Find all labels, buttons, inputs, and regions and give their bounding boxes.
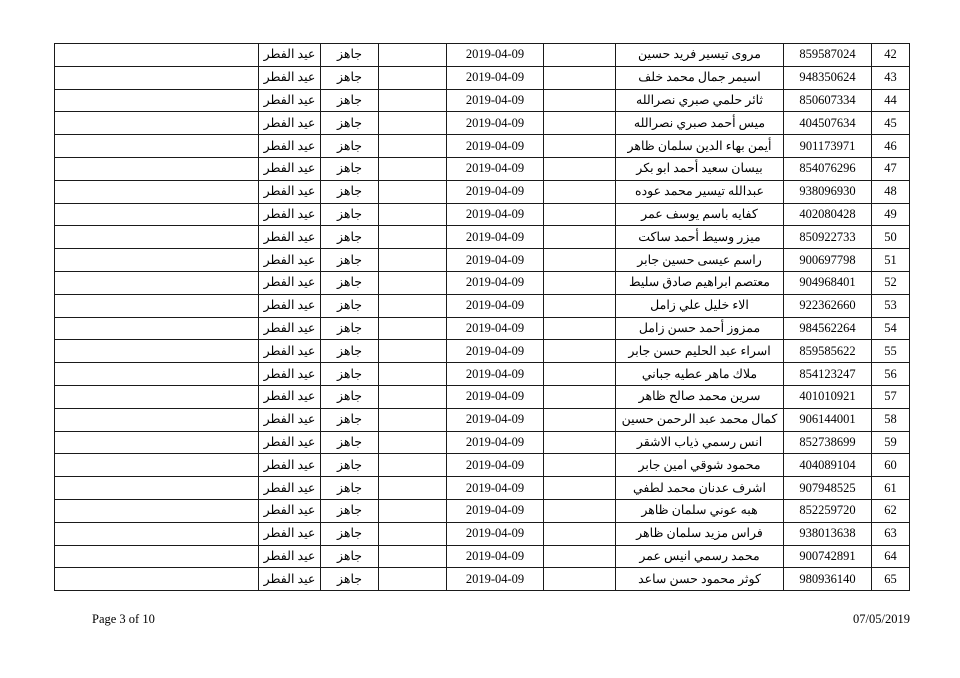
- row-blank-cell-1: [544, 317, 616, 340]
- row-blank-cell-3: [55, 568, 259, 591]
- row-blank-cell-3: [55, 271, 259, 294]
- row-index-cell: 54: [872, 317, 910, 340]
- row-blank-cell-1: [544, 408, 616, 431]
- row-date-cell: 2019-04-09: [447, 157, 544, 180]
- row-date-cell: 2019-04-09: [447, 203, 544, 226]
- table-row: [55, 522, 910, 545]
- row-blank-cell-2: [379, 522, 447, 545]
- row-name-cell: سرين محمد صالح ظاهر: [616, 385, 784, 408]
- row-blank-cell-2: [379, 66, 447, 89]
- row-blank-cell-2: [379, 226, 447, 249]
- row-date-cell: 2019-04-09: [447, 271, 544, 294]
- row-name-cell: ميس أحمد صبري نصرالله: [616, 112, 784, 135]
- row-blank-cell-1: [544, 340, 616, 363]
- table-row: [55, 44, 910, 67]
- row-id-cell: 948350624: [784, 66, 872, 89]
- row-blank-cell-3: [55, 363, 259, 386]
- row-blank-cell-2: [379, 499, 447, 522]
- row-blank-cell-2: [379, 203, 447, 226]
- row-type-cell: عيد الفطر: [259, 66, 321, 89]
- row-date-cell: 2019-04-09: [447, 340, 544, 363]
- row-index-cell: 46: [872, 135, 910, 158]
- row-type-cell: عيد الفطر: [259, 203, 321, 226]
- row-index-cell: 51: [872, 249, 910, 272]
- row-status-cell: جاهز: [321, 66, 379, 89]
- records-table-body: [55, 44, 910, 591]
- row-blank-cell-1: [544, 89, 616, 112]
- row-blank-cell-1: [544, 66, 616, 89]
- row-id-cell: 404507634: [784, 112, 872, 135]
- row-index-cell: 56: [872, 363, 910, 386]
- row-blank-cell-1: [544, 271, 616, 294]
- row-blank-cell-1: [544, 363, 616, 386]
- table-row: [55, 385, 910, 408]
- row-blank-cell-3: [55, 317, 259, 340]
- row-blank-cell-2: [379, 249, 447, 272]
- row-date-cell: 2019-04-09: [447, 477, 544, 500]
- row-blank-cell-3: [55, 477, 259, 500]
- row-name-cell: الاء خليل علي زامل: [616, 294, 784, 317]
- row-blank-cell-3: [55, 89, 259, 112]
- row-name-cell: مروى تيسير فريد حسين: [616, 44, 784, 67]
- row-blank-cell-1: [544, 545, 616, 568]
- row-name-cell: معتصم ابراهيم صادق سليط: [616, 271, 784, 294]
- row-blank-cell-1: [544, 454, 616, 477]
- row-date-cell: 2019-04-09: [447, 385, 544, 408]
- row-type-cell: عيد الفطر: [259, 180, 321, 203]
- row-type-cell: عيد الفطر: [259, 135, 321, 158]
- row-blank-cell-3: [55, 180, 259, 203]
- row-date-cell: 2019-04-09: [447, 454, 544, 477]
- row-status-cell: جاهز: [321, 454, 379, 477]
- row-status-cell: جاهز: [321, 568, 379, 591]
- row-blank-cell-3: [55, 340, 259, 363]
- row-name-cell: كوثر محمود حسن ساعد: [616, 568, 784, 591]
- table-row: [55, 294, 910, 317]
- table-row: [55, 135, 910, 158]
- row-date-cell: 2019-04-09: [447, 363, 544, 386]
- table-row: [55, 568, 910, 591]
- row-id-cell: 980936140: [784, 568, 872, 591]
- row-name-cell: محمد رسمي انيس عمر: [616, 545, 784, 568]
- row-blank-cell-1: [544, 157, 616, 180]
- row-id-cell: 401010921: [784, 385, 872, 408]
- row-blank-cell-3: [55, 157, 259, 180]
- row-name-cell: ملاك ماهر عطيه جباني: [616, 363, 784, 386]
- row-name-cell: اشرف عدنان محمد لطفي: [616, 477, 784, 500]
- row-index-cell: 47: [872, 157, 910, 180]
- row-blank-cell-2: [379, 180, 447, 203]
- row-blank-cell-2: [379, 431, 447, 454]
- row-blank-cell-1: [544, 431, 616, 454]
- row-blank-cell-1: [544, 385, 616, 408]
- row-name-cell: هبه عوني سلمان ظاهر: [616, 499, 784, 522]
- row-status-cell: جاهز: [321, 271, 379, 294]
- row-blank-cell-1: [544, 44, 616, 67]
- row-id-cell: 854123247: [784, 363, 872, 386]
- row-date-cell: 2019-04-09: [447, 249, 544, 272]
- row-blank-cell-2: [379, 363, 447, 386]
- row-status-cell: جاهز: [321, 112, 379, 135]
- row-index-cell: 53: [872, 294, 910, 317]
- row-type-cell: عيد الفطر: [259, 226, 321, 249]
- row-date-cell: 2019-04-09: [447, 431, 544, 454]
- table-row: [55, 408, 910, 431]
- row-id-cell: 854076296: [784, 157, 872, 180]
- row-type-cell: عيد الفطر: [259, 522, 321, 545]
- table-row: [55, 431, 910, 454]
- row-date-cell: 2019-04-09: [447, 317, 544, 340]
- row-index-cell: 42: [872, 44, 910, 67]
- row-status-cell: جاهز: [321, 135, 379, 158]
- table-row: [55, 66, 910, 89]
- row-id-cell: 900742891: [784, 545, 872, 568]
- row-id-cell: 852259720: [784, 499, 872, 522]
- table-row: [55, 271, 910, 294]
- row-blank-cell-3: [55, 135, 259, 158]
- row-index-cell: 61: [872, 477, 910, 500]
- row-blank-cell-3: [55, 454, 259, 477]
- row-status-cell: جاهز: [321, 157, 379, 180]
- row-blank-cell-1: [544, 477, 616, 500]
- row-index-cell: 52: [872, 271, 910, 294]
- row-blank-cell-2: [379, 135, 447, 158]
- page-footer: [55, 612, 910, 632]
- row-status-cell: جاهز: [321, 522, 379, 545]
- row-type-cell: عيد الفطر: [259, 340, 321, 363]
- document-date: 07/05/2019: [853, 612, 910, 626]
- row-blank-cell-1: [544, 568, 616, 591]
- table-row: [55, 180, 910, 203]
- row-blank-cell-1: [544, 180, 616, 203]
- row-blank-cell-3: [55, 545, 259, 568]
- row-date-cell: 2019-04-09: [447, 499, 544, 522]
- row-id-cell: 850607334: [784, 89, 872, 112]
- row-blank-cell-2: [379, 477, 447, 500]
- table-row: [55, 340, 910, 363]
- row-blank-cell-3: [55, 385, 259, 408]
- row-blank-cell-3: [55, 294, 259, 317]
- row-name-cell: أيمن بهاء الدين سلمان ظاهر: [616, 135, 784, 158]
- row-date-cell: 2019-04-09: [447, 545, 544, 568]
- row-blank-cell-3: [55, 226, 259, 249]
- row-id-cell: 907948525: [784, 477, 872, 500]
- row-name-cell: محمود شوقي امين جابر: [616, 454, 784, 477]
- row-status-cell: جاهز: [321, 363, 379, 386]
- row-name-cell: راسم عيسى حسين جابر: [616, 249, 784, 272]
- row-id-cell: 850922733: [784, 226, 872, 249]
- row-index-cell: 48: [872, 180, 910, 203]
- row-status-cell: جاهز: [321, 477, 379, 500]
- row-blank-cell-3: [55, 499, 259, 522]
- row-date-cell: 2019-04-09: [447, 112, 544, 135]
- table-row: [55, 249, 910, 272]
- row-id-cell: 402080428: [784, 203, 872, 226]
- row-id-cell: 901173971: [784, 135, 872, 158]
- row-date-cell: 2019-04-09: [447, 135, 544, 158]
- table-row: [55, 112, 910, 135]
- row-blank-cell-1: [544, 112, 616, 135]
- row-name-cell: انس رسمي ذياب الاشقر: [616, 431, 784, 454]
- table-row: [55, 477, 910, 500]
- row-id-cell: 904968401: [784, 271, 872, 294]
- row-date-cell: 2019-04-09: [447, 568, 544, 591]
- row-id-cell: 852738699: [784, 431, 872, 454]
- table-row: [55, 499, 910, 522]
- row-blank-cell-2: [379, 112, 447, 135]
- row-date-cell: 2019-04-09: [447, 180, 544, 203]
- row-date-cell: 2019-04-09: [447, 408, 544, 431]
- row-name-cell: فراس مزيد سلمان ظاهر: [616, 522, 784, 545]
- row-status-cell: جاهز: [321, 294, 379, 317]
- row-type-cell: عيد الفطر: [259, 431, 321, 454]
- row-blank-cell-1: [544, 203, 616, 226]
- row-index-cell: 55: [872, 340, 910, 363]
- row-date-cell: 2019-04-09: [447, 294, 544, 317]
- row-date-cell: 2019-04-09: [447, 66, 544, 89]
- row-type-cell: عيد الفطر: [259, 271, 321, 294]
- row-status-cell: جاهز: [321, 499, 379, 522]
- row-index-cell: 62: [872, 499, 910, 522]
- row-blank-cell-1: [544, 499, 616, 522]
- row-index-cell: 43: [872, 66, 910, 89]
- row-index-cell: 60: [872, 454, 910, 477]
- row-name-cell: ممزوز أحمد حسن زامل: [616, 317, 784, 340]
- row-index-cell: 50: [872, 226, 910, 249]
- row-date-cell: 2019-04-09: [447, 226, 544, 249]
- table-row: [55, 89, 910, 112]
- row-id-cell: 859587024: [784, 44, 872, 67]
- row-name-cell: اسيمر جمال محمد خلف: [616, 66, 784, 89]
- row-type-cell: عيد الفطر: [259, 294, 321, 317]
- records-table-container: [55, 43, 910, 591]
- row-type-cell: عيد الفطر: [259, 408, 321, 431]
- row-blank-cell-1: [544, 522, 616, 545]
- row-blank-cell-2: [379, 340, 447, 363]
- row-blank-cell-3: [55, 44, 259, 67]
- row-blank-cell-3: [55, 249, 259, 272]
- row-blank-cell-3: [55, 408, 259, 431]
- row-blank-cell-2: [379, 294, 447, 317]
- row-type-cell: عيد الفطر: [259, 363, 321, 386]
- row-type-cell: عيد الفطر: [259, 454, 321, 477]
- row-id-cell: 938096930: [784, 180, 872, 203]
- row-index-cell: 57: [872, 385, 910, 408]
- row-index-cell: 59: [872, 431, 910, 454]
- row-type-cell: عيد الفطر: [259, 385, 321, 408]
- row-date-cell: 2019-04-09: [447, 44, 544, 67]
- row-index-cell: 63: [872, 522, 910, 545]
- row-id-cell: 404089104: [784, 454, 872, 477]
- row-index-cell: 44: [872, 89, 910, 112]
- row-status-cell: جاهز: [321, 408, 379, 431]
- row-blank-cell-2: [379, 89, 447, 112]
- row-status-cell: جاهز: [321, 317, 379, 340]
- row-type-cell: عيد الفطر: [259, 157, 321, 180]
- row-name-cell: كمال محمد عبد الرحمن حسين: [616, 408, 784, 431]
- row-index-cell: 64: [872, 545, 910, 568]
- row-status-cell: جاهز: [321, 340, 379, 363]
- page-number: Page 3 of 10: [92, 612, 155, 626]
- row-type-cell: عيد الفطر: [259, 317, 321, 340]
- row-blank-cell-2: [379, 157, 447, 180]
- row-type-cell: عيد الفطر: [259, 112, 321, 135]
- table-row: [55, 363, 910, 386]
- row-blank-cell-1: [544, 135, 616, 158]
- row-blank-cell-3: [55, 203, 259, 226]
- row-blank-cell-2: [379, 454, 447, 477]
- row-blank-cell-2: [379, 271, 447, 294]
- row-status-cell: جاهز: [321, 431, 379, 454]
- row-index-cell: 58: [872, 408, 910, 431]
- row-type-cell: عيد الفطر: [259, 545, 321, 568]
- row-id-cell: 859585622: [784, 340, 872, 363]
- row-id-cell: 984562264: [784, 317, 872, 340]
- row-name-cell: كفايه باسم يوسف عمر: [616, 203, 784, 226]
- row-type-cell: عيد الفطر: [259, 568, 321, 591]
- row-blank-cell-2: [379, 44, 447, 67]
- row-blank-cell-2: [379, 408, 447, 431]
- row-index-cell: 49: [872, 203, 910, 226]
- row-type-cell: عيد الفطر: [259, 477, 321, 500]
- row-name-cell: عبدالله تيسير محمد عوده: [616, 180, 784, 203]
- row-type-cell: عيد الفطر: [259, 89, 321, 112]
- table-row: [55, 203, 910, 226]
- row-blank-cell-2: [379, 385, 447, 408]
- row-blank-cell-3: [55, 112, 259, 135]
- row-date-cell: 2019-04-09: [447, 89, 544, 112]
- row-blank-cell-2: [379, 568, 447, 591]
- row-id-cell: 900697798: [784, 249, 872, 272]
- row-name-cell: ثائر حلمي صبري نصرالله: [616, 89, 784, 112]
- row-blank-cell-3: [55, 522, 259, 545]
- row-type-cell: عيد الفطر: [259, 249, 321, 272]
- table-row: [55, 317, 910, 340]
- row-id-cell: 938013638: [784, 522, 872, 545]
- row-status-cell: جاهز: [321, 180, 379, 203]
- row-blank-cell-3: [55, 431, 259, 454]
- row-type-cell: عيد الفطر: [259, 499, 321, 522]
- row-name-cell: ميزر وسيط أحمد ساكت: [616, 226, 784, 249]
- row-type-cell: عيد الفطر: [259, 44, 321, 67]
- row-id-cell: 906144001: [784, 408, 872, 431]
- row-status-cell: جاهز: [321, 545, 379, 568]
- table-row: [55, 157, 910, 180]
- row-blank-cell-2: [379, 545, 447, 568]
- row-id-cell: 922362660: [784, 294, 872, 317]
- row-blank-cell-3: [55, 66, 259, 89]
- row-status-cell: جاهز: [321, 249, 379, 272]
- row-status-cell: جاهز: [321, 89, 379, 112]
- table-row: [55, 545, 910, 568]
- row-name-cell: اسراء عبد الحليم حسن جابر: [616, 340, 784, 363]
- row-status-cell: جاهز: [321, 385, 379, 408]
- row-date-cell: 2019-04-09: [447, 522, 544, 545]
- row-status-cell: جاهز: [321, 44, 379, 67]
- records-table: [54, 43, 910, 591]
- row-status-cell: جاهز: [321, 203, 379, 226]
- row-index-cell: 65: [872, 568, 910, 591]
- row-blank-cell-2: [379, 317, 447, 340]
- row-blank-cell-1: [544, 294, 616, 317]
- row-index-cell: 45: [872, 112, 910, 135]
- table-row: [55, 226, 910, 249]
- table-row: [55, 454, 910, 477]
- row-name-cell: بيسان سعيد أحمد ابو بكر: [616, 157, 784, 180]
- row-status-cell: جاهز: [321, 226, 379, 249]
- row-blank-cell-1: [544, 249, 616, 272]
- row-blank-cell-1: [544, 226, 616, 249]
